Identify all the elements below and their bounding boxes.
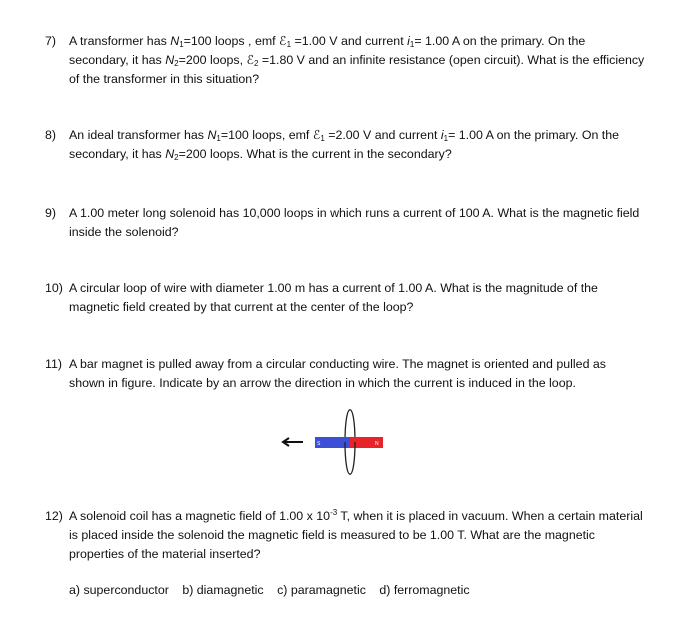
question-text: A 1.00 meter long solenoid has 10,000 loops in which runs a current of 100 A. What is the magnetic field inside the solenoid? xyxy=(69,206,640,239)
question-text: A circular loop of wire with diameter 1.00 m has a current of 1.00 A. What is the magnitude of the magnetic field created by that current at the center of the loop? xyxy=(69,281,598,314)
question-8 xyxy=(45,126,645,164)
question-number: 9) xyxy=(45,206,57,220)
question-9 xyxy=(45,204,645,242)
option-d: d) ferromagnetic xyxy=(379,583,470,597)
question-text: A bar magnet is pulled away from a circular conducting wire. The magnet is oriented and pulled as shown in figure. Indicate by an arrow the direction in which the current is induced in the loop. xyxy=(69,357,606,390)
question-text: A transformer has $N_1=100$ loops , emf ℰ$_1$ =1.00 V and current $i_1= 1.00$ A on the primary. On the secondary, it has $N_2=200$ loops, ℰ$_2$ =1.80 V and an infinite resistance (open circuit). What is the efficiency of the transformer in this situation? xyxy=(69,34,645,86)
magnet-loop-diagram xyxy=(275,402,387,482)
question-number: 11) xyxy=(45,357,62,371)
question-7 xyxy=(45,32,645,89)
question-text: A solenoid coil has a magnetic field of 1.00 x $10^{-3}$ T, when it is placed in vacuum. When a certain material is placed inside the solenoid the magnetic field is measured to be 1.00 T. What are the magnetic properties of the material inserted? xyxy=(69,508,643,561)
south-label: S xyxy=(317,441,321,447)
north-label: N xyxy=(375,441,379,447)
magnet-loop-figure xyxy=(275,402,387,485)
question-text: An ideal transformer has $N_1=100$ loops, emf ℰ$_1$ =2.00 V and current $i_1= 1.00$ A on the primary. On the secondary, it has $N_2=200$ loops. What is the current in the secondary? xyxy=(69,128,620,162)
question-number: 10) xyxy=(45,281,63,295)
question-11 xyxy=(45,355,645,393)
option-b: b) diamagnetic xyxy=(182,583,264,597)
question-number: 8) xyxy=(45,128,57,142)
option-a: a) superconductor xyxy=(69,583,169,597)
question-12 xyxy=(45,507,645,564)
question-10 xyxy=(45,279,645,317)
option-c: c) paramagnetic xyxy=(277,583,366,597)
answer-options xyxy=(69,581,480,600)
question-number: 7) xyxy=(45,34,57,48)
question-number: 12) xyxy=(45,509,63,523)
